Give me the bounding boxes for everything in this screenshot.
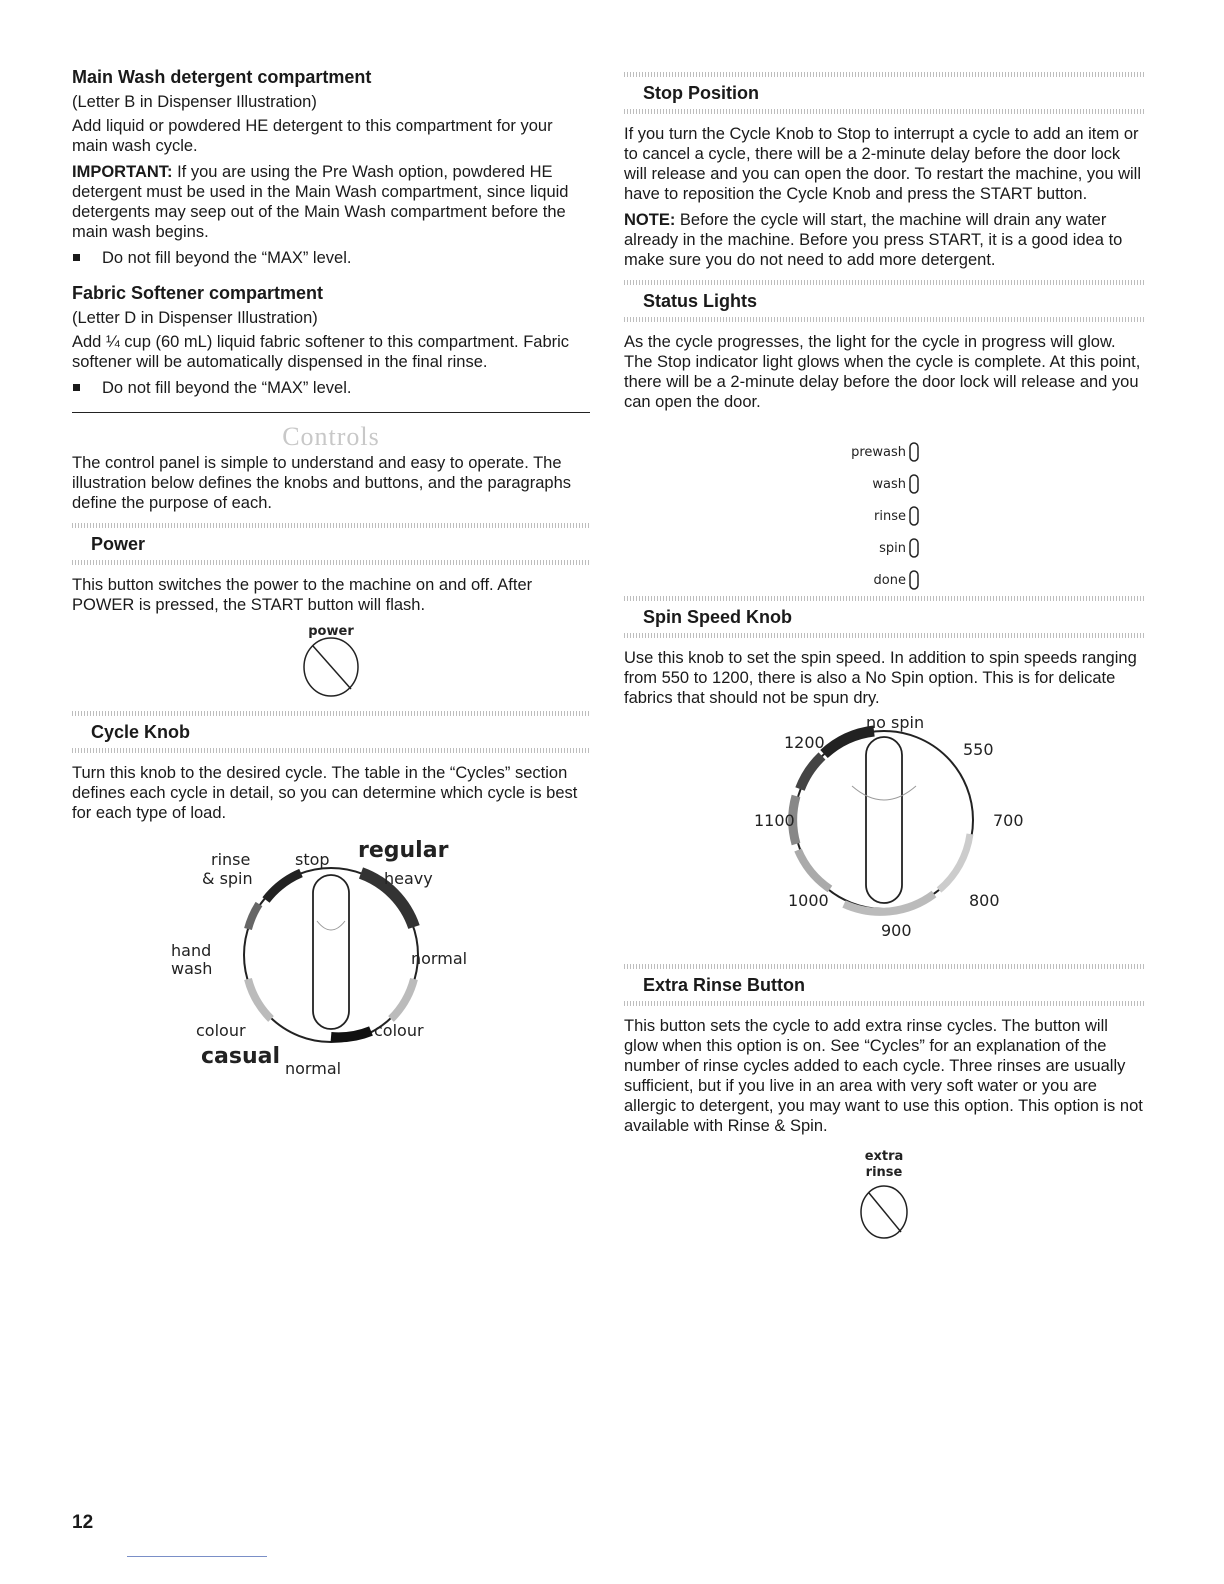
prewash-indicator-light (910, 443, 918, 461)
cycle-label-heavy: heavy (384, 869, 433, 888)
cycle-label-hand: hand (171, 941, 212, 960)
softener-sub: (Letter D in Dispenser Illustration) (72, 309, 318, 327)
section-rule (72, 412, 590, 413)
extra-rinse-heading: Extra Rinse Button (643, 975, 806, 995)
cycle-label-colour-right: colour (374, 1021, 424, 1040)
spin-indicator-light (910, 539, 918, 557)
cycle-label-regular: regular (358, 838, 449, 863)
spin-label-800: 800 (969, 891, 1000, 910)
spin-label-1100: 1100 (754, 811, 795, 830)
main-wash-sub: (Letter B in Dispenser Illustration) (72, 93, 317, 111)
extra-rinse-button-figure (824, 1142, 944, 1242)
power-button-figure (271, 621, 391, 701)
right-column (624, 72, 1144, 1242)
cycle-label-normal-right: normal (411, 949, 468, 968)
spin-label-700: 700 (993, 811, 1024, 830)
cycle-label-wash: wash (171, 959, 213, 978)
softener-text: Add ¼ cup (60 mL) liquid fabric softener to this compartment. Fabric softener will be automatically dispensed in the final rinse. (72, 333, 570, 371)
spin-label-1200: 1200 (784, 733, 825, 752)
extra-rinse-label-1: extra (864, 1149, 904, 1164)
spin-speed-section-bar (624, 596, 1144, 638)
spin-label-1000: 1000 (788, 891, 829, 910)
cycle-knob-heading: Cycle Knob (91, 722, 191, 742)
cycle-label-normal-bottom: normal (285, 1059, 342, 1078)
cycle-knob-grip[interactable] (313, 875, 349, 1029)
important-label: IMPORTANT: (72, 163, 173, 181)
page-number: 12 (72, 1512, 94, 1533)
wash-indicator-light (910, 475, 918, 493)
light-label-rinse: rinse (874, 509, 906, 524)
cycle-label-casual: casual (201, 1044, 281, 1069)
power-button-label: power (308, 624, 354, 639)
extra-rinse-section-bar (624, 964, 1144, 1006)
note-text: Before the cycle will start, the machine will drain any water already in the machine. Before you press START, it is a good idea to make sure you do not need to add more detergent. (624, 211, 1123, 269)
cycle-knob-figure (171, 829, 491, 1079)
important-text: If you are using the Pre Wash option, powdered HE detergent must be used in the Main Wash compartment, since liquid detergents may seep out of the Main Wash compartment before the main wash begins. (72, 163, 569, 241)
spin-label-no-spin: no spin (866, 713, 925, 732)
status-lights-heading: Status Lights (643, 291, 758, 311)
extra-rinse-label-2: rinse (865, 1165, 903, 1180)
main-wash-bullet: Do not fill beyond the “MAX” level. (72, 248, 590, 268)
spin-label-550: 550 (963, 740, 994, 759)
stop-position-text: If you turn the Cycle Knob to Stop to interrupt a cycle to add an item or to cancel a cycle, there will be a 2-minute delay before the door lock will release and you can open the door. To restart the machine, you will have to reposition the Cycle Knob and press the START button. (624, 125, 1141, 203)
footer-line (127, 1556, 267, 1557)
note-label: NOTE: (624, 211, 676, 229)
controls-title: Controls (282, 422, 380, 451)
light-label-wash: wash (872, 477, 906, 492)
power-heading: Power (91, 534, 146, 554)
controls-intro: The control panel is simple to understand and easy to operate. The illustration below defines the knobs and buttons, and the paragraphs define the purpose of each. (72, 454, 572, 512)
power-text: This button switches the power to the machine on and off. After POWER is pressed, the START button will flash. (72, 576, 533, 614)
spin-speed-heading: Spin Speed Knob (643, 607, 793, 627)
status-lights-figure (624, 418, 1144, 586)
note-paragraph (624, 210, 1144, 270)
spin-speed-text: Use this knob to set the spin speed. In addition to spin speeds ranging from 550 to 1200, there is also a No Spin option. This is for delicate fabrics that should not be spun dry. (624, 649, 1137, 707)
cycle-label-rinse: rinse (211, 850, 251, 869)
done-indicator-light (910, 571, 918, 589)
cycle-label-colour-left: colour (196, 1021, 246, 1040)
spin-speed-knob-figure (734, 714, 1034, 954)
light-label-prewash: prewash (851, 445, 906, 460)
softener-bullet: Do not fill beyond the “MAX” level. (72, 378, 590, 398)
cycle-knob-text: Turn this knob to the desired cycle. The table in the “Cycles” section defines each cycle in detail, so you can determine which cycle is best for each type of load. (72, 764, 578, 822)
extra-rinse-text: This button sets the cycle to add extra rinse cycles. The button will glow when this option is on. See “Cycles” for an explanation of the number of rinse cycles added to each cycle. Three rinses are usually sufficient, but if you live in an area with very soft water or you are allergic to detergent, you may want to use this option. This option is not available with Rinse & Spin. (624, 1017, 1143, 1135)
spin-label-900: 900 (881, 921, 912, 940)
left-column (72, 66, 590, 1079)
softener-heading: Fabric Softener compartment (72, 283, 324, 303)
light-label-done: done (873, 573, 906, 588)
important-paragraph (72, 162, 590, 242)
cycle-label-stop: stop (295, 850, 330, 869)
status-lights-text: As the cycle progresses, the light for the cycle in progress will glow. The Stop indicator light glows when the cycle is complete. At this point, there will be a 2-minute delay before the door lock will release and you can open the door. (624, 333, 1141, 411)
main-wash-text: Add liquid or powdered HE detergent to this compartment for your main wash cycle. (72, 117, 553, 155)
rinse-indicator-light (910, 507, 918, 525)
cycle-knob-section-bar (72, 711, 590, 753)
spin-speed-knob-grip[interactable] (866, 737, 902, 903)
status-lights-section-bar (624, 280, 1144, 322)
cycle-label-spin: & spin (202, 869, 253, 888)
main-wash-heading: Main Wash detergent compartment (72, 67, 372, 87)
stop-position-section-bar (624, 72, 1144, 114)
power-section-bar (72, 523, 590, 565)
light-label-spin: spin (879, 541, 906, 556)
stop-position-heading: Stop Position (643, 83, 759, 103)
